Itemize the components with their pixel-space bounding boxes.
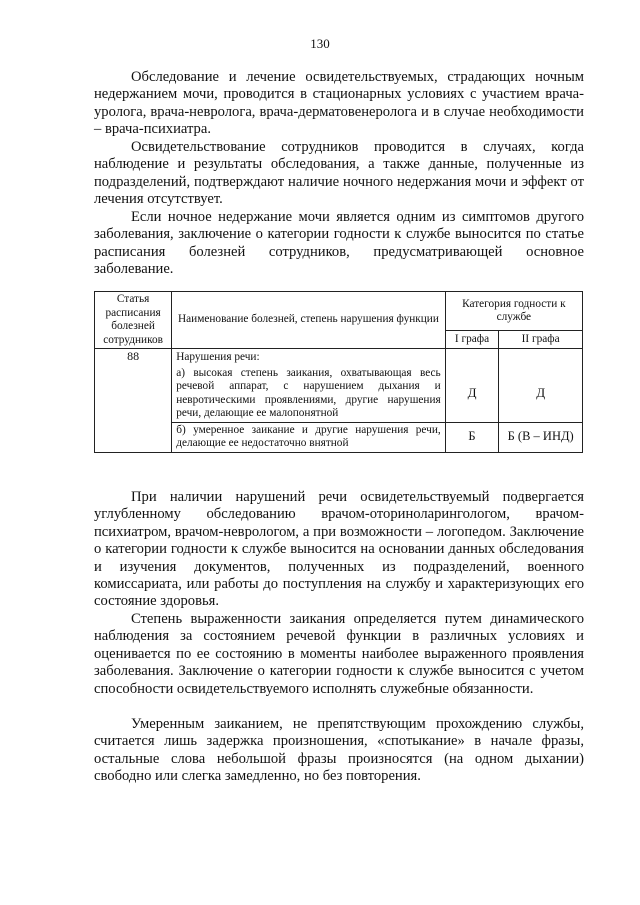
header-article: Статья расписания болезней сотрудников — [95, 292, 172, 349]
header-fitness-category: Категория годности к службе — [445, 292, 582, 331]
header-column-1: I графа — [445, 331, 499, 349]
group-col1-empty — [445, 349, 499, 366]
paragraph-enuresis-exam: Обследование и лечение освидетельствуемых, страдающих ночным недержанием мочи, проводится в стационарных условиях с участием врача-уролога, врача-невролога, врача-дерматовенеролога и в случае необходимости – врача-психиатра. — [94, 69, 584, 138]
row-a-col2: Д — [499, 366, 583, 423]
row-b-text: б) умеренное заикание и другие нарушения речи, делающие ее недостаточно внятной — [172, 422, 445, 452]
paragraph-moderate-stutter: Умеренным заиканием, не препятствующим прохождению службы, считается лишь задержка произношения, «спотыкание» в начале фразы, остальные слова небольшой фразы произносятся (на одном дыхании) свободно или слегка замедленно, но без повторения. — [94, 716, 584, 785]
group-title: Нарушения речи: — [172, 349, 445, 366]
header-column-2: II графа — [499, 331, 583, 349]
row-b-col1: Б — [445, 422, 499, 452]
row-a-text: а) высокая степень заикания, охватывающая весь речевой аппарат, с нарушением дыхания и невротическими проявлениями, другие нарушения речи, делающие ее малопонятной — [172, 366, 445, 423]
paragraph-enuresis-symptom: Если ночное недержание мочи является одним из симптомов другого заболевания, заключение о категории годности к службе выносится по статье расписания болезней сотрудников, предусматривающей основное заболевание. — [94, 209, 584, 278]
fitness-category-table — [94, 291, 583, 453]
row-a-col1: Д — [445, 366, 499, 423]
row-b-col2: Б (В – ИНД) — [499, 422, 583, 452]
page-number: 130 — [310, 36, 330, 51]
group-col2-empty — [499, 349, 583, 366]
paragraph-enuresis-conditions: Освидетельствование сотрудников проводится в случаях, когда наблюдение и результаты обследования, а также данные, полученные из подразделений, подтверждают наличие ночного недержания мочи и эффект от лечения отсутствует. — [94, 139, 584, 208]
paragraph-stutter-severity: Степень выраженности заикания определяется путем динамического наблюдения за состоянием речевой функции в различных условиях и оценивается по ее состоянию в моменты наиболее выраженного проявления заболевания. Заключение о категории годности к службе выносится с учетом способности освидетельствуемого исполнять служебные обязанности. — [94, 611, 584, 697]
article-number: 88 — [95, 349, 172, 453]
header-disease-name: Наименование болезней, степень нарушения функции — [172, 292, 445, 349]
paragraph-speech-exam: При наличии нарушений речи освидетельствуемый подвергается углубленному обследованию врачом-оториноларингологом, врачом-психиатром, врачом-неврологом, а при возможности – логопедом. Заключение о категории годности к службе выносится на основании данных обследования и изучения документов, полученных из подразделений, военного комиссариата, или работы до поступления на службу и характеризующих его состояние здоровья. — [94, 489, 584, 610]
